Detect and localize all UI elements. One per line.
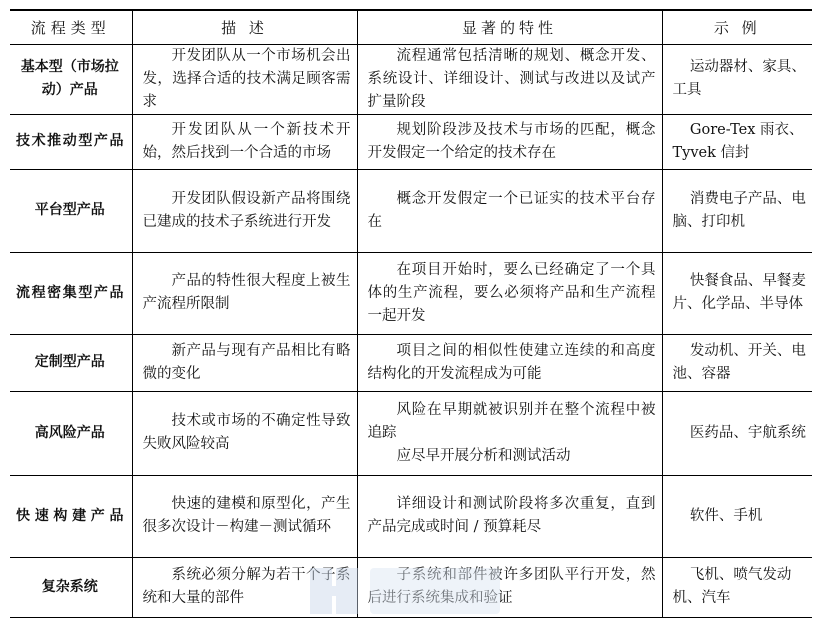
feature-line: 详细设计和测试阶段将多次重复，直到产品完成或时间 / 预算耗尽 [367, 496, 656, 535]
feature-line: 概念开发假定一个已证实的技术平台存在 [367, 190, 656, 230]
cell-type: 平台型产品 [10, 169, 132, 252]
cell-features [357, 557, 662, 617]
table-row [10, 475, 812, 557]
cell-description: 开发团队假设新产品将围绕已建成的技术子系统进行开发 [132, 169, 357, 252]
cell-features [357, 252, 662, 334]
process-types-table [10, 9, 812, 618]
cell-examples: 运动器材、家具、工具 [662, 44, 812, 114]
table-row [10, 169, 812, 252]
table-row [10, 391, 812, 475]
feature-line: 子系统和部件被许多团队平行开发，然后进行系统集成和验证 [367, 567, 656, 606]
header-description: 描 述 [132, 10, 357, 44]
cell-features [357, 475, 662, 557]
table-row [10, 252, 812, 334]
cell-description: 新产品与现有产品相比有略微的变化 [132, 334, 357, 391]
header-row [10, 10, 812, 44]
cell-type: 流程密集型产品 [10, 252, 132, 334]
cell-type: 高风险产品 [10, 391, 132, 475]
cell-features [357, 391, 662, 475]
cell-examples: 飞机、喷气发动机、汽车 [662, 557, 812, 617]
cell-description: 开发团队从一个市场机会出发，选择合适的技术满足顾客需求 [132, 44, 357, 114]
cell-examples: 快餐食品、早餐麦片、化学品、半导体 [662, 252, 812, 334]
cell-description: 产品的特性很大程度上被生产流程所限制 [132, 252, 357, 334]
header-features: 显著的特性 [357, 10, 662, 44]
feature-line: 规划阶段涉及技术与市场的匹配，概念开发假定一个给定的技术存在 [367, 121, 656, 161]
feature-line: 流程通常包括清晰的规划、概念开发、系统设计、详细设计、测试与改进以及试产扩量阶段 [367, 47, 656, 110]
feature-line: 在项目开始时，要么已经确定了一个具体的生产流程，要么必须将产品和生产流程一起开发 [367, 261, 656, 324]
cell-type: 复杂系统 [10, 557, 132, 617]
cell-features [357, 114, 662, 169]
cell-type: 技术推动型产品 [10, 114, 132, 169]
cell-features [357, 44, 662, 114]
feature-line: 项目之间的相似性使建立连续的和高度结构化的开发流程成为可能 [367, 342, 656, 382]
cell-description: 系统必须分解为若干个子系统和大量的部件 [132, 557, 357, 617]
cell-examples: 发动机、开关、电池、容器 [662, 334, 812, 391]
cell-examples: Gore-Tex 雨衣、Tyvek 信封 [662, 114, 812, 169]
cell-description: 开发团队从一个新技术开始，然后找到一个合适的市场 [132, 114, 357, 169]
feature-line: 应尽早开展分析和测试活动 [396, 447, 571, 464]
table-row [10, 114, 812, 169]
table-row [10, 334, 812, 391]
cell-description: 快速的建模和原型化，产生很多次设计－构建－测试循环 [132, 475, 357, 557]
cell-examples: 消费电子产品、电脑、打印机 [662, 169, 812, 252]
cell-examples: 软件、手机 [662, 475, 812, 557]
table-row [10, 44, 812, 114]
cell-description: 技术或市场的不确定性导致失败风险较高 [132, 391, 357, 475]
cell-type: 基本型（市场拉动）产品 [10, 44, 132, 114]
table-header [10, 10, 812, 44]
feature-line: 风险在早期就被识别并在整个流程中被追踪 [367, 401, 656, 441]
cell-type: 快速构建产品 [10, 475, 132, 557]
table-body [10, 44, 812, 617]
cell-features [357, 169, 662, 252]
header-process-type: 流程类型 [30, 18, 111, 37]
table-row [10, 557, 812, 617]
cell-type: 定制型产品 [10, 334, 132, 391]
cell-features [357, 334, 662, 391]
header-examples: 示 例 [662, 10, 812, 44]
cell-examples: 医药品、宇航系统 [662, 391, 812, 475]
